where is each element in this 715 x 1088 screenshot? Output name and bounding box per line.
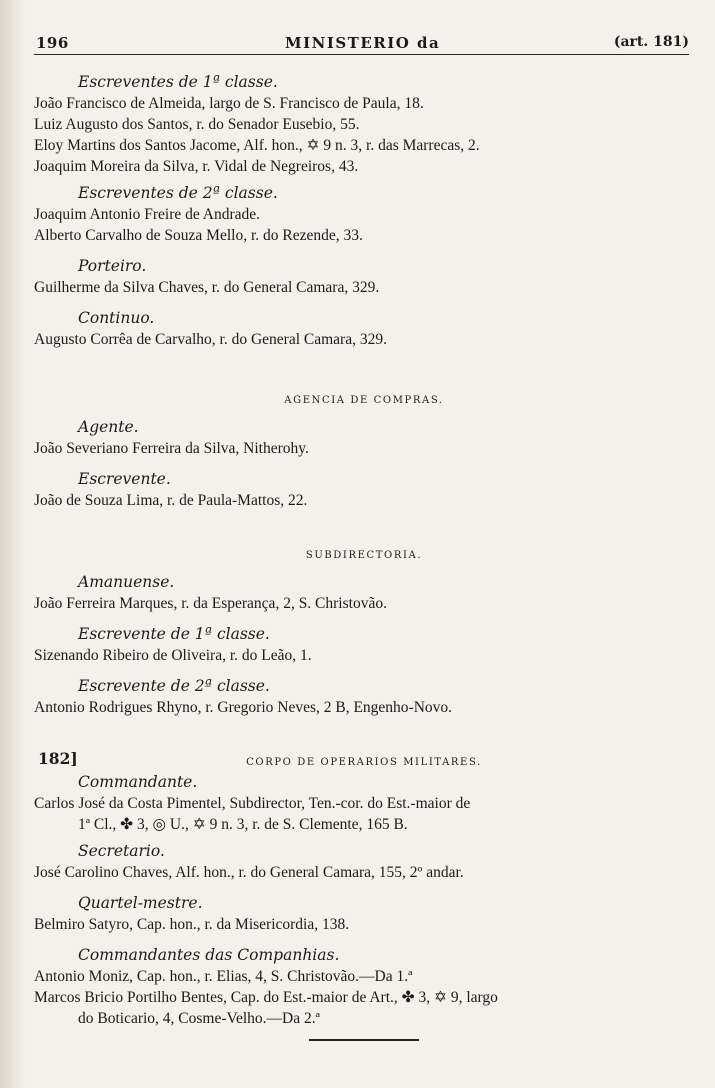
staff-entry: João de Souza Lima, r. de Paula-Mattos, 22.: [34, 492, 308, 509]
staff-entry: João Severiano Ferreira da Silva, Nitherohy.: [34, 440, 309, 457]
staff-entry: Belmiro Satyro, Cap. hon., r. da Misericordia, 138.: [34, 916, 350, 933]
staff-block: [34, 256, 694, 298]
role-heading: Secretario.: [78, 842, 165, 860]
staff-block: [34, 841, 694, 883]
staff-block: [34, 469, 694, 511]
role-heading: Quartel-mestre.: [78, 894, 203, 912]
role-heading: Escreventes de 1ª classe.: [78, 73, 278, 91]
staff-entry: Sizenando Ribeiro de Oliveira, r. do Leão, 1.: [34, 647, 312, 664]
staff-block: [34, 893, 694, 935]
staff-entry: Marcos Bricio Portilho Bentes, Cap. do Est.-maior de Art., ✤ 3, ✡ 9, largo: [34, 989, 498, 1006]
role-heading: Escreventes de 2ª classe.: [78, 184, 278, 202]
role-heading: Commandantes das Companhias.: [78, 946, 340, 964]
staff-entry: Eloy Martins dos Santos Jacome, Alf. hon., ✡ 9 n. 3, r. das Marrecas, 2.: [34, 137, 480, 154]
role-heading: Agente.: [78, 418, 139, 436]
staff-block: [34, 308, 694, 350]
staff-block: [34, 945, 694, 1029]
staff-block: [34, 572, 694, 614]
staff-block: [34, 624, 694, 666]
staff-block: [34, 676, 694, 718]
staff-entry: Luiz Augusto dos Santos, r. do Senador Eusebio, 55.: [34, 116, 360, 133]
staff-block: [34, 183, 694, 246]
section-title-agencia: AGENCIA DE COMPRAS.: [284, 395, 444, 406]
staff-block: [34, 417, 694, 459]
staff-entry-continuation: do Boticario, 4, Cosme-Velho.—Da 2.ª: [78, 1010, 320, 1027]
binding-edge: [0, 0, 26, 1088]
page-header: [30, 34, 689, 56]
role-heading: Commandante.: [78, 773, 198, 791]
running-title: MINISTERIO da: [285, 34, 441, 52]
staff-entry: João Francisco de Almeida, largo de S. Francisco de Paula, 18.: [34, 95, 424, 112]
role-heading: Continuo.: [78, 309, 155, 327]
role-heading: Porteiro.: [78, 257, 147, 275]
staff-entry: Antonio Moniz, Cap. hon., r. Elias, 4, S. Christovão.—Da 1.ª: [34, 968, 413, 985]
staff-block: [34, 72, 694, 177]
page-body: [34, 72, 694, 1041]
staff-entry: Alberto Carvalho de Souza Mello, r. do Rezende, 33.: [34, 227, 363, 244]
article-reference: (art. 181): [613, 34, 689, 50]
role-heading: Escrevente de 1ª classe.: [78, 625, 270, 643]
header-rule: [34, 54, 689, 55]
staff-entry: Augusto Corrêa de Carvalho, r. do General Camara, 329.: [34, 331, 387, 348]
staff-entry: Joaquim Moreira da Silva, r. Vidal de Negreiros, 43.: [34, 158, 359, 175]
role-heading: Escrevente de 2ª classe.: [78, 677, 270, 695]
staff-entry: Guilherme da Silva Chaves, r. do General Camara, 329.: [34, 279, 380, 296]
staff-entry: Joaquim Antonio Freire de Andrade.: [34, 206, 260, 223]
staff-entry: Carlos José da Costa Pimentel, Subdirector, Ten.-cor. do Est.-maior de: [34, 795, 471, 812]
section-header-corpo: [34, 748, 694, 770]
section-title-corpo: CORPO DE OPERARIOS MILITARES.: [246, 757, 482, 768]
article-number: 182]: [38, 749, 78, 768]
page-number: 196: [36, 34, 69, 52]
closing-rule: [309, 1039, 419, 1041]
section-title-subdirectoria: SUBDIRECTORIA.: [305, 550, 423, 561]
role-heading: Escrevente.: [78, 470, 171, 488]
staff-entry-continuation: 1ª Cl., ✤ 3, ◎ U., ✡ 9 n. 3, r. de S. Clemente, 165 B.: [78, 816, 408, 833]
staff-block: [34, 772, 694, 835]
staff-entry: José Carolino Chaves, Alf. hon., r. do General Camara, 155, 2º andar.: [34, 864, 464, 881]
staff-entry: Antonio Rodrigues Rhyno, r. Gregorio Neves, 2 B, Engenho-Novo.: [34, 699, 453, 716]
role-heading: Amanuense.: [78, 573, 175, 591]
staff-entry: João Ferreira Marques, r. da Esperança, 2, S. Christovão.: [34, 595, 387, 612]
